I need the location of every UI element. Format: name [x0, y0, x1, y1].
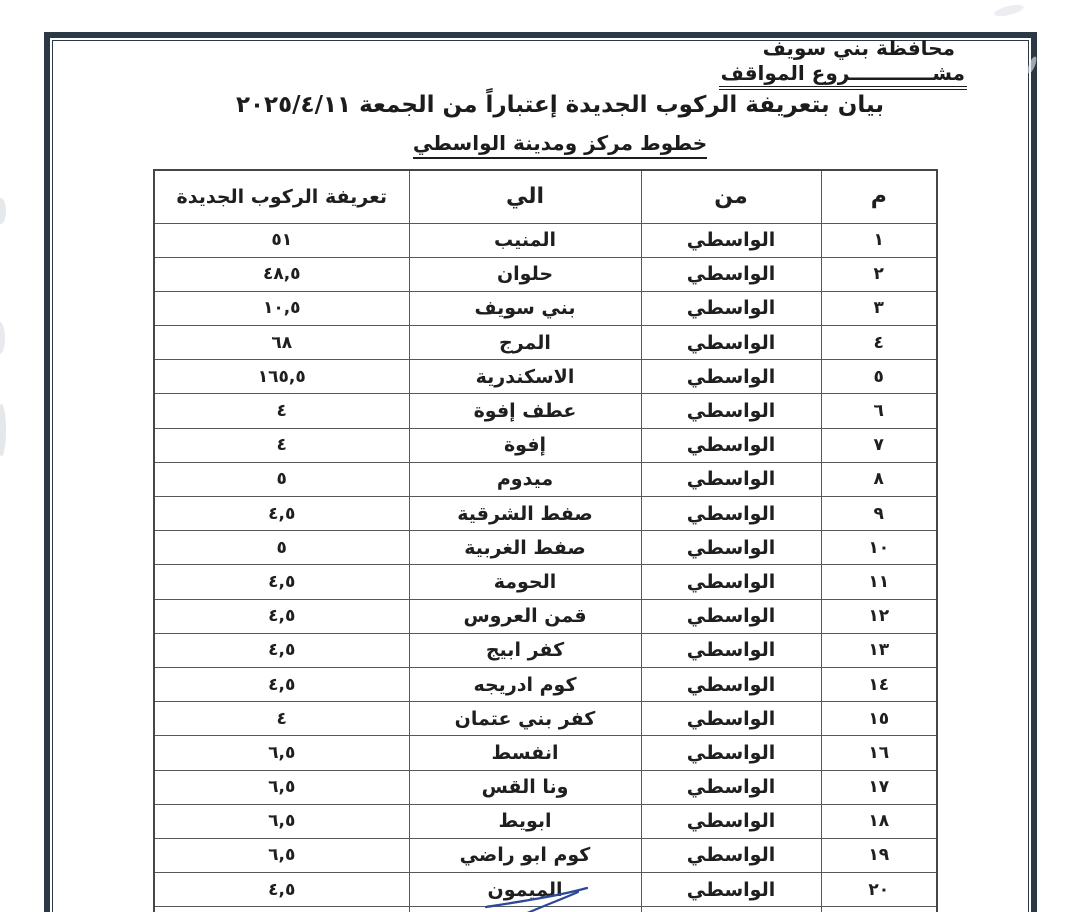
empty-cell	[821, 907, 937, 912]
from-cell: الواسطي	[641, 702, 821, 736]
table-row	[154, 599, 937, 633]
index-cell: ٥	[821, 360, 937, 394]
index-cell: ١	[821, 223, 937, 257]
from-cell: الواسطي	[641, 531, 821, 565]
tariff-cell: ٤,٥	[154, 497, 409, 531]
index-cell: ١٨	[821, 804, 937, 838]
to-cell: الاسكندرية	[409, 360, 641, 394]
tariff-cell: ٤,٥	[154, 873, 409, 907]
table-row	[154, 667, 937, 701]
table-row	[154, 838, 937, 872]
from-cell: الواسطي	[641, 497, 821, 531]
table-row	[154, 565, 937, 599]
scan-smudge	[0, 404, 6, 456]
to-cell: صفط الشرقية	[409, 497, 641, 531]
from-cell: الواسطي	[641, 599, 821, 633]
table-row	[154, 497, 937, 531]
table-row	[154, 736, 937, 770]
index-cell: ٤	[821, 326, 937, 360]
tariff-cell: ٦٨	[154, 326, 409, 360]
table-header-row	[154, 170, 937, 223]
index-cell: ١٤	[821, 667, 937, 701]
to-cell: ابويط	[409, 804, 641, 838]
index-cell: ١٢	[821, 599, 937, 633]
tariff-cell: ٥	[154, 462, 409, 496]
tariff-cell: ٤,٥	[154, 599, 409, 633]
to-cell: كوم ابو راضي	[409, 838, 641, 872]
from-cell: الواسطي	[641, 736, 821, 770]
from-cell: الواسطي	[641, 326, 821, 360]
index-cell: ٢٠	[821, 873, 937, 907]
table-row	[154, 326, 937, 360]
index-cell: ٩	[821, 497, 937, 531]
table-row	[154, 257, 937, 291]
fare-table-container	[153, 169, 936, 912]
from-cell: الواسطي	[641, 462, 821, 496]
table-row	[154, 462, 937, 496]
index-cell: ٢	[821, 257, 937, 291]
col-header-index: م	[821, 170, 937, 223]
index-cell: ٨	[821, 462, 937, 496]
from-cell: الواسطي	[641, 565, 821, 599]
table-row	[154, 770, 937, 804]
table-row	[154, 223, 937, 257]
document-title: بيان بتعريفة الركوب الجديدة إعتباراً من الجمعة ٢٠٢٥/٤/١١	[235, 92, 884, 118]
to-cell: قمن العروس	[409, 599, 641, 633]
from-cell: الواسطي	[641, 428, 821, 462]
tariff-cell: ٤	[154, 394, 409, 428]
tariff-cell: ٤	[154, 702, 409, 736]
table-row	[154, 633, 937, 667]
index-cell: ١١	[821, 565, 937, 599]
index-cell: ١٣	[821, 633, 937, 667]
fare-table-body	[154, 223, 937, 912]
to-cell: ميدوم	[409, 462, 641, 496]
index-cell: ١٩	[821, 838, 937, 872]
from-cell: الواسطي	[641, 770, 821, 804]
from-cell: الواسطي	[641, 291, 821, 325]
index-cell: ١٠	[821, 531, 937, 565]
to-cell: بني سويف	[409, 291, 641, 325]
to-cell: المرج	[409, 326, 641, 360]
index-cell: ١٥	[821, 702, 937, 736]
col-header-to: الي	[409, 170, 641, 223]
to-cell: كفر ابيج	[409, 633, 641, 667]
from-cell: الواسطي	[641, 633, 821, 667]
tariff-cell: ٦,٥	[154, 804, 409, 838]
tariff-cell: ٦,٥	[154, 770, 409, 804]
tariff-cell: ٤,٥	[154, 667, 409, 701]
table-row	[154, 873, 937, 907]
to-cell: كفر بني عتمان	[409, 702, 641, 736]
index-cell: ٧	[821, 428, 937, 462]
index-cell: ٦	[821, 394, 937, 428]
index-cell: ٣	[821, 291, 937, 325]
tariff-cell: ٤	[154, 428, 409, 462]
to-cell: كوم ادريجه	[409, 667, 641, 701]
table-row	[154, 531, 937, 565]
empty-cell	[154, 907, 409, 912]
tariff-cell: ٤٨,٥	[154, 257, 409, 291]
to-cell: عطف إفوة	[409, 394, 641, 428]
to-cell: إفوة	[409, 428, 641, 462]
table-row	[154, 360, 937, 394]
tariff-cell: ٥	[154, 531, 409, 565]
from-cell: الواسطي	[641, 223, 821, 257]
scan-smudge	[993, 3, 1024, 19]
tariff-cell: ٤,٥	[154, 633, 409, 667]
empty-cell	[409, 907, 641, 912]
table-row	[154, 394, 937, 428]
from-cell: الواسطي	[641, 838, 821, 872]
tariff-cell: ٦,٥	[154, 736, 409, 770]
to-cell: ونا القس	[409, 770, 641, 804]
project-name: مشــــــــــــروع المواقف	[719, 61, 967, 90]
col-header-tariff: تعريفة الركوب الجديدة	[154, 170, 409, 223]
to-cell: انفسط	[409, 736, 641, 770]
tariff-cell: ٦,٥	[154, 838, 409, 872]
from-cell: الواسطي	[641, 667, 821, 701]
document-subtitle	[120, 131, 1000, 155]
from-cell: الواسطي	[641, 257, 821, 291]
scan-smudge	[0, 198, 6, 224]
table-row	[154, 804, 937, 838]
from-cell: الواسطي	[641, 360, 821, 394]
from-cell: الواسطي	[641, 804, 821, 838]
to-cell: الحومة	[409, 565, 641, 599]
table-row	[154, 428, 937, 462]
empty-cell	[641, 907, 821, 912]
to-cell: حلوان	[409, 257, 641, 291]
from-cell: الواسطي	[641, 394, 821, 428]
table-row	[154, 702, 937, 736]
from-cell: الواسطي	[641, 873, 821, 907]
to-cell: صفط الغربية	[409, 531, 641, 565]
tariff-cell: ١٠,٥	[154, 291, 409, 325]
to-cell: الميمون	[409, 873, 641, 907]
col-header-from: من	[641, 170, 821, 223]
to-cell: المنيب	[409, 223, 641, 257]
tariff-cell: ٥١	[154, 223, 409, 257]
document-subtitle-text: خطوط مركز ومدينة الواسطي	[413, 131, 707, 159]
tariff-cell: ٤,٥	[154, 565, 409, 599]
scan-smudge	[0, 322, 5, 354]
tariff-cell: ١٦٥,٥	[154, 360, 409, 394]
index-cell: ١٧	[821, 770, 937, 804]
table-row	[154, 291, 937, 325]
fare-table	[153, 169, 938, 912]
index-cell: ١٦	[821, 736, 937, 770]
table-row-clipped	[154, 907, 937, 912]
governorate-name: محافظة بني سويف	[762, 36, 955, 60]
